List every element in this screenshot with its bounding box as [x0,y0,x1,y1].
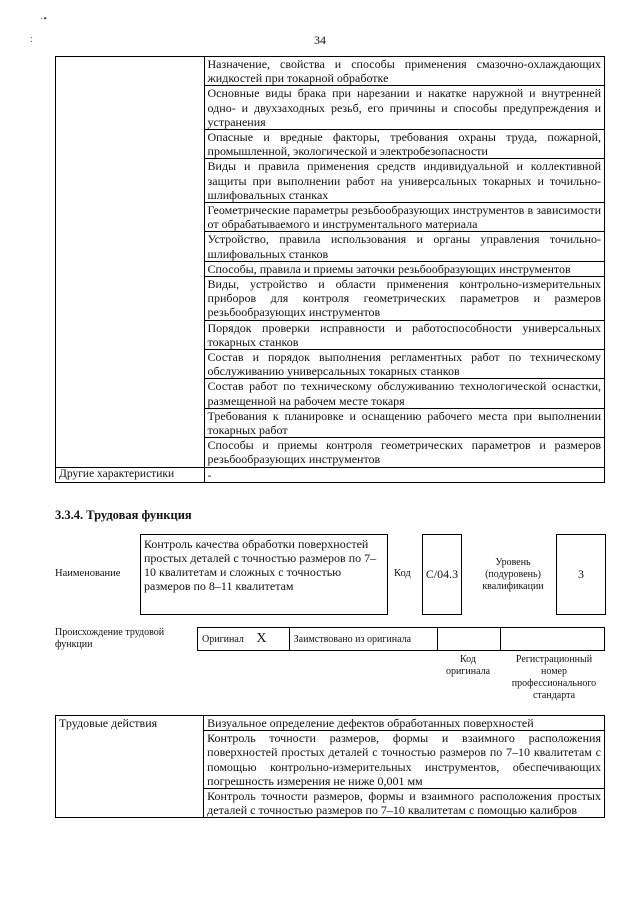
section-title: 3.3.4. Трудовая функция [55,508,192,522]
actions-table [55,715,605,818]
code-value: С/04.3 [422,534,462,615]
knowledge-item: Назначение, свойства и способы применения смазочно-охлаждающих жидкостей при токарной обработке [204,57,604,86]
knowledge-item: Устройство, правила использования и органы управления точильно-шлифовальных станков [204,232,604,261]
knowledge-item: Геометрические параметры резьбообразующих инструментов в зависимости от обрабатываемого и инструментального материала [204,203,604,232]
knowledge-item: Способы и приемы контроля геометрических параметров и размеров резьбообразующих инструментов [204,438,604,467]
level-value: 3 [556,534,606,615]
origin-code-caption: Код оригинала [445,654,491,677]
reg-number-caption: Регистрационный номер профессионального стандарта [511,654,597,701]
table-row [56,716,605,731]
scan-mark: ·• [40,14,47,25]
knowledge-table [55,56,605,483]
action-item: Визуальное определение дефектов обработанных поверхностей [204,716,605,731]
knowledge-item: Виды, устройство и области применения контрольно-измерительных приборов для контроля геометрических параметров и размеров резьбообразующих инструментов [204,277,604,321]
original-label: Оригинал [202,634,244,645]
knowledge-item: Основные виды брака при нарезании и накатке наружной и внутренней одно- и двухзаходных резьб, его причины и способы предупреждения и устранения [204,86,604,130]
original-mark: X [256,631,267,646]
action-item: Контроль точности размеров, формы и взаимного расположения простых деталей с точностью размеров по 7–10 квалитетам с помощью калибров [204,789,605,818]
origin-code-cell [437,628,500,651]
knowledge-item: Опасные и вредные факторы, требования охраны труда, пожарной, промышленной, экологической и электробезопасности [204,130,604,159]
level-label: Уровень (подуровень) квалификации [482,557,544,592]
knowledge-item: Виды и правила применения средств индивидуальной и коллективной защиты при выполнении работ на универсальных токарных и точильно-шлифовальных станках [204,159,604,203]
knowledge-item: Порядок проверки исправности и работоспособности универсальных токарных станков [204,320,604,349]
page-number: 34 [314,33,326,47]
knowledge-item: Способы, правила и приемы заточки резьбообразующих инструментов [204,261,604,276]
scan-mark: : [30,34,33,45]
other-characteristics-value: - [204,467,604,482]
original-cell [198,628,290,651]
table-row [198,628,605,651]
row-label-empty [56,57,205,468]
origin-table [197,627,605,651]
origin-label: Происхождение трудовой функции [55,627,165,650]
name-label: Наименование [55,568,121,579]
table-row [56,57,605,86]
borrowed-label: Заимствовано из оригинала [289,628,437,651]
knowledge-item: Требования к планировке и оснащению рабочего места при выполнении токарных работ [204,408,604,437]
knowledge-item: Состав работ по техническому обслуживанию технологической оснастки, размещенной на рабочем месте токаря [204,379,604,408]
code-label: Код [394,568,411,579]
function-name: Контроль качества обработки поверхностей простых деталей с точностью размеров по 7–10 квалитетам и сложных с точностью размеров по 8–11 квалитетам [140,534,388,615]
reg-number-cell [501,628,605,651]
actions-label: Трудовые действия [56,716,204,818]
knowledge-item: Состав и порядок выполнения регламентных работ по техническому обслуживанию универсальных токарных станков [204,350,604,379]
other-characteristics-label: Другие характеристики [56,467,205,482]
table-row [56,467,605,482]
action-item: Контроль точности размеров, формы и взаимного расположения поверхностей простых деталей с точностью размеров по 7–10 квалитетам с помощью контрольно-измерительных инструментов, обеспечивающих погрешность измерения не ниже 0,001 мм [204,731,605,789]
